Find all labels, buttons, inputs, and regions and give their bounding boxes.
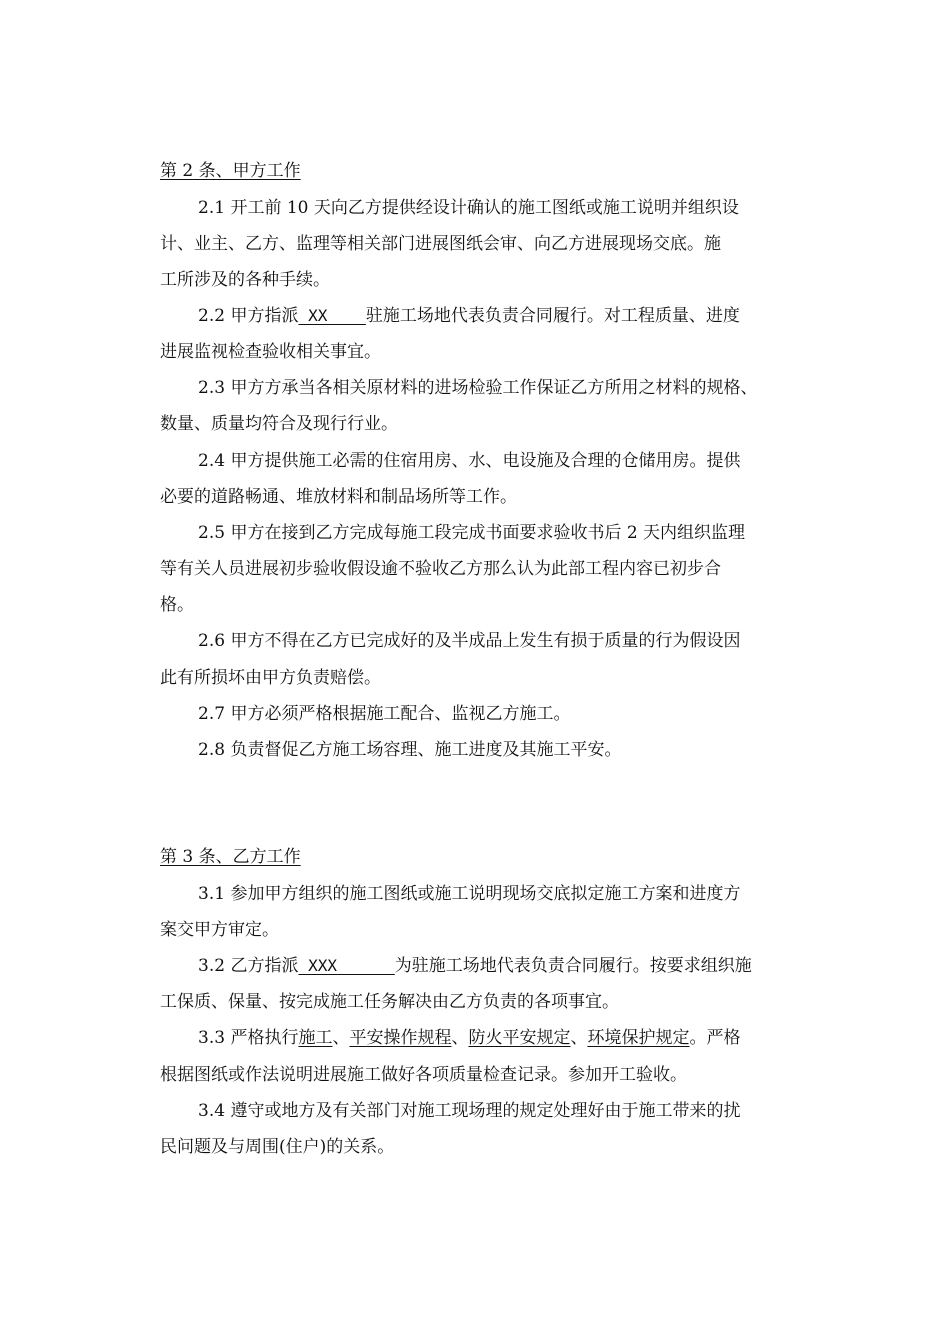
clause-2-3-line-1: 2.3 甲方方承当各相关原材料的进场检验工作保证乙方所用之材料的规格、 bbox=[198, 378, 758, 398]
party-a-representative-field: XX bbox=[298, 306, 366, 325]
clause-3-2-prefix: 3.2 乙方指派 bbox=[198, 956, 299, 976]
clause-2-1-line-3: 工所涉及的各种手续。 bbox=[160, 270, 330, 290]
clause-3-2-line-2: 工保质、保量、按完成施工任务解决由乙方负责的各项事宜。 bbox=[160, 992, 619, 1012]
clause-2-1-line-1: 2.1 开工前 10 天向乙方提供经设计确认的施工图纸或施工说明并组织设 bbox=[198, 198, 739, 218]
separator: 、 bbox=[451, 1028, 469, 1048]
clause-2-6-line-1: 2.6 甲方不得在乙方已完成好的及半成品上发生有损于质量的行为假设因 bbox=[198, 631, 741, 651]
clause-3-1-line-1: 3.1 参加甲方组织的施工图纸或施工说明现场交底拟定施工方案和进度方 bbox=[198, 884, 741, 904]
clause-3-1-line-2: 案交甲方审定。 bbox=[160, 920, 279, 940]
clause-3-2-line-1 bbox=[198, 956, 752, 976]
clause-3-4-line-1: 3.4 遵守或地方及有关部门对施工现场理的规定处理好由于施工带来的扰 bbox=[198, 1101, 741, 1121]
clause-2-4-line-1: 2.4 甲方提供施工必需的住宿用房、水、电设施及合理的仓储用房。提供 bbox=[198, 451, 741, 471]
party-b-representative-field: XXX bbox=[298, 956, 395, 975]
regulation-construction: 施工 bbox=[298, 1028, 333, 1048]
clause-3-3-suffix: 。严格 bbox=[689, 1028, 741, 1048]
clause-2-8-line-1: 2.8 负责督促乙方施工场容理、施工进度及其施工平安。 bbox=[198, 740, 622, 760]
clause-2-7-line-1: 2.7 甲方必须严格根据施工配合、监视乙方施工。 bbox=[198, 704, 571, 724]
separator: 、 bbox=[570, 1028, 588, 1048]
clause-2-6-line-2: 此有所损坏由甲方负责赔偿。 bbox=[160, 668, 381, 688]
section-2-title: 第 2 条、甲方工作 bbox=[160, 161, 301, 181]
clause-2-2-suffix: 驻施工场地代表负责合同履行。对工程质量、进度 bbox=[365, 306, 740, 326]
clause-2-2-line-1 bbox=[198, 306, 740, 326]
clause-2-1-line-2: 计、业主、乙方、监理等相关部门进展图纸会审、向乙方进展现场交底。施 bbox=[160, 234, 721, 254]
regulation-environmental: 环境保护规定 bbox=[587, 1028, 690, 1048]
clause-2-5-line-2: 等有关人员进展初步验收假设逾不验收乙方那么认为此部工程内容已初步合 bbox=[160, 559, 721, 579]
clause-3-3-prefix: 3.3 严格执行 bbox=[198, 1028, 299, 1048]
clause-3-2-suffix: 为驻施工场地代表负责合同履行。按要求组织施 bbox=[394, 956, 752, 976]
clause-2-4-line-2: 必要的道路畅通、堆放材料和制品场所等工作。 bbox=[160, 487, 517, 507]
clause-3-4-line-2: 民问题及与周围(住户)的关系。 bbox=[160, 1137, 395, 1157]
clause-2-5-line-3: 格。 bbox=[160, 595, 194, 615]
regulation-fire-safety: 防火平安规定 bbox=[468, 1028, 571, 1048]
regulation-safety-operation: 平安操作规程 bbox=[349, 1028, 452, 1048]
clause-3-3-line-1 bbox=[198, 1028, 740, 1048]
clause-2-3-line-2: 数量、质量均符合及现行行业。 bbox=[160, 414, 398, 434]
separator: 、 bbox=[332, 1028, 350, 1048]
clause-2-2-prefix: 2.2 甲方指派 bbox=[198, 306, 299, 326]
clause-2-2-line-2: 进展监视检查验收相关事宜。 bbox=[160, 342, 381, 362]
clause-3-3-line-2: 根据图纸或作法说明进展施工做好各项质量检查记录。参加开工验收。 bbox=[160, 1065, 687, 1085]
clause-2-5-line-1: 2.5 甲方在接到乙方完成每施工段完成书面要求验收书后 2 天内组织监理 bbox=[198, 523, 746, 543]
section-3-title: 第 3 条、乙方工作 bbox=[160, 847, 301, 867]
